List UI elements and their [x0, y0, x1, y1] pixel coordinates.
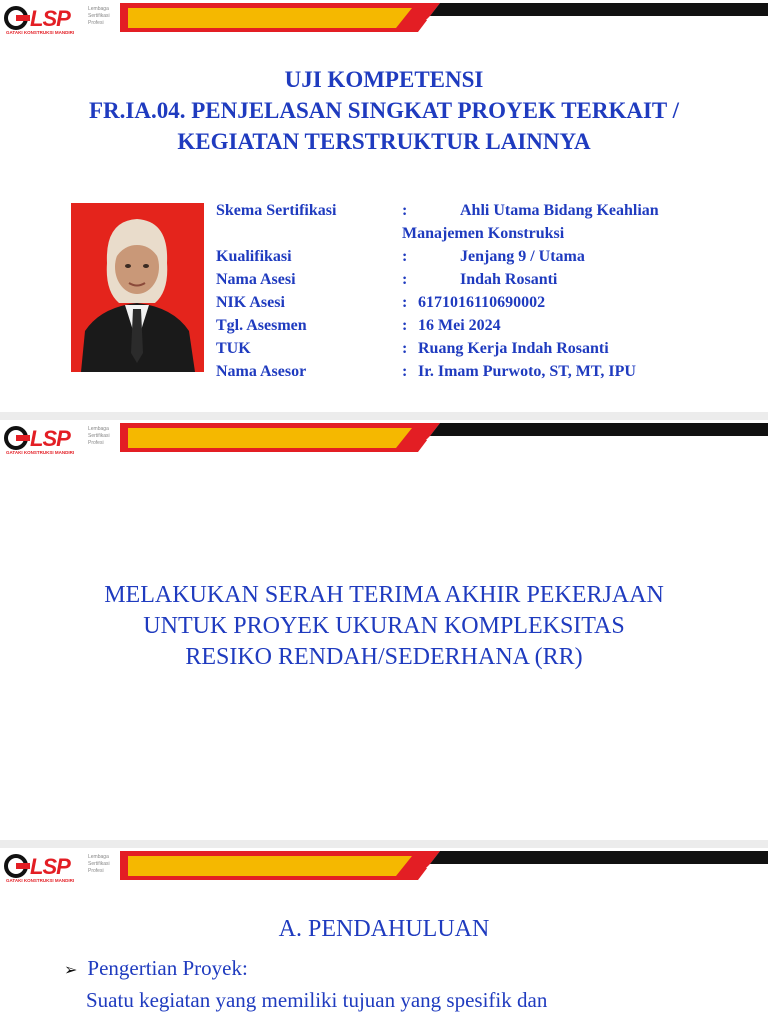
info-value-continued: Manajemen Konstruksi — [402, 225, 565, 242]
topic-line-3: RESIKO RENDAH/SEDERHANA (RR) — [185, 644, 583, 670]
info-value: 16 Mei 2024 — [418, 317, 501, 334]
info-label: Skema Sertifikasi — [216, 202, 337, 219]
title-line-1: UJI KOMPETENSI — [284, 67, 484, 92]
info-colon: : — [402, 317, 408, 334]
info-label: Kualifikasi — [216, 248, 292, 265]
logo-subtitle: GATAKI KONSTRUKSI MANDIRI — [6, 878, 75, 883]
bullet-text: Pengertian Proyek: — [87, 956, 248, 980]
slide-header-banner — [0, 0, 768, 40]
info-colon: : — [402, 271, 408, 288]
topic-title — [0, 580, 768, 673]
info-colon: : — [402, 363, 408, 380]
info-value: Ir. Imam Purwoto, ST, MT, IPU — [418, 363, 636, 380]
lsp-logo — [4, 4, 124, 38]
info-colon: : — [402, 340, 408, 357]
info-colon: : — [402, 294, 408, 311]
portrait-image — [71, 203, 204, 372]
logo-emblem-icon — [4, 426, 30, 450]
asesi-photo — [71, 203, 204, 372]
info-value: Jenjang 9 / Utama — [460, 248, 585, 265]
logo-emblem-icon — [4, 854, 30, 878]
info-label: TUK — [216, 340, 251, 357]
lsp-logo — [4, 424, 124, 458]
bullet-item — [64, 956, 248, 981]
logo-word: LSP — [30, 426, 70, 451]
info-label: NIK Asesi — [216, 294, 285, 311]
title-line-3: KEGIATAN TERSTRUKTUR LAINNYA — [177, 129, 591, 154]
body-paragraph: Suatu kegiatan yang memiliki tujuan yang spesifik dan — [86, 988, 548, 1012]
info-value: Ahli Utama Bidang Keahlian — [460, 202, 659, 219]
info-colon: : — [402, 202, 408, 219]
logo-emblem-icon — [4, 6, 30, 30]
logo-side-text: Lembaga Sertifikasi Profesi — [88, 6, 110, 26]
topic-line-1: MELAKUKAN SERAH TERIMA AKHIR PEKERJAAN — [104, 582, 664, 608]
logo-word: LSP — [30, 6, 70, 31]
slide-topic — [0, 420, 768, 840]
slide-separator — [0, 412, 768, 420]
slide-title — [0, 64, 768, 157]
info-label: Tgl. Asesmen — [216, 317, 307, 334]
section-heading: A. PENDAHULUAN — [278, 916, 490, 942]
slide-header-banner — [0, 420, 768, 460]
logo-word: LSP — [30, 854, 70, 879]
title-line-2: FR.IA.04. PENJELASAN SINGKAT PROYEK TERKAIT / — [88, 98, 679, 123]
slide-header-banner — [0, 848, 768, 888]
info-label: Nama Asesi — [216, 271, 296, 288]
slide-separator — [0, 840, 768, 848]
info-value: Ruang Kerja Indah Rosanti — [418, 340, 609, 357]
info-value: 6171016110690002 — [418, 294, 546, 311]
logo-side-text: Lembaga Sertifikasi Profesi — [88, 426, 110, 446]
logo-subtitle: GATAKI KONSTRUKSI MANDIRI — [6, 450, 75, 455]
lsp-logo — [4, 852, 124, 886]
slide-introduction — [0, 848, 768, 1024]
info-colon: : — [402, 248, 408, 265]
topic-line-2: UNTUK PROYEK UKURAN KOMPLEKSITAS — [143, 613, 625, 639]
logo-side-text: Lembaga Sertifikasi Profesi — [88, 854, 110, 874]
arrow-bullet-icon: ➢ — [64, 960, 78, 979]
info-value: Indah Rosanti — [460, 271, 558, 288]
info-label: Nama Asesor — [216, 363, 307, 380]
logo-subtitle: GATAKI KONSTRUKSI MANDIRI — [6, 30, 75, 35]
slide-cover — [0, 0, 768, 412]
